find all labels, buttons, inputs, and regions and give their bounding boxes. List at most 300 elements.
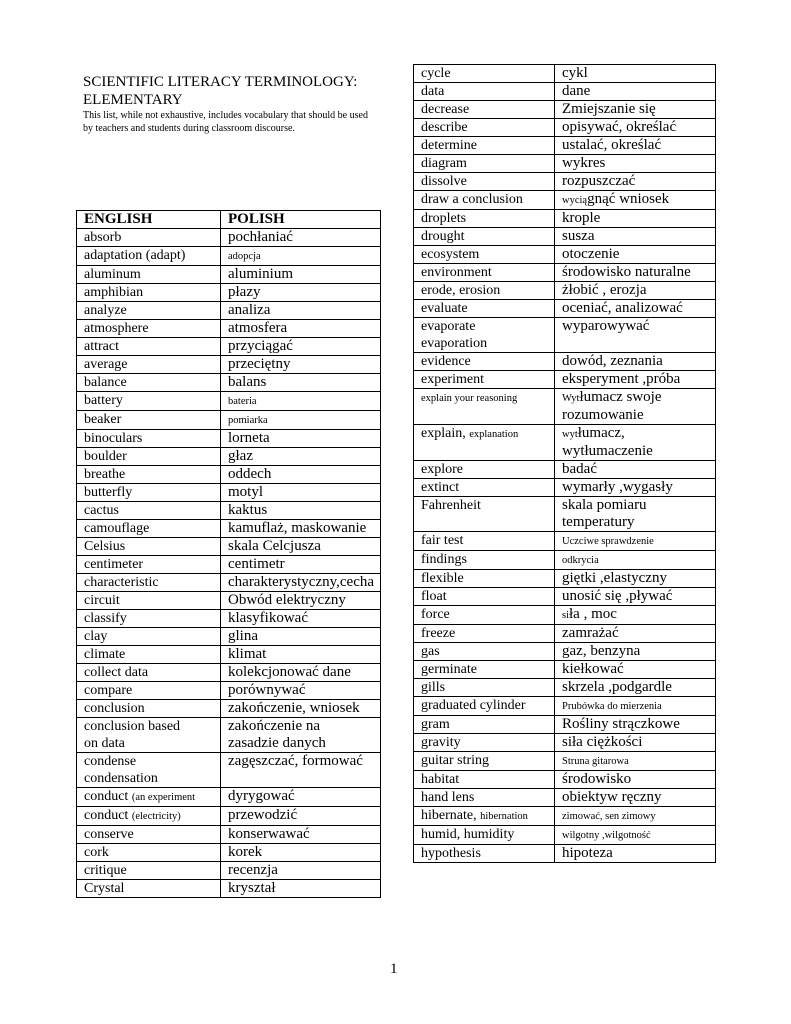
- english-term: conduct: [84, 808, 129, 823]
- english-term: ecosystem: [421, 247, 480, 262]
- polish-translation-cell: [555, 789, 716, 807]
- english-term-line-2: on data: [84, 736, 125, 751]
- table-row: [77, 718, 381, 753]
- english-term: decrease: [421, 102, 470, 117]
- english-term: compare: [84, 683, 133, 698]
- polish-translation-cell: [555, 425, 716, 461]
- english-term: evidence: [421, 354, 471, 369]
- polish-translation-prefix: Wyt: [562, 393, 580, 404]
- polish-translation: obiektyw ręczny: [562, 789, 662, 805]
- english-term-cell: [77, 502, 221, 520]
- polish-translation: Zmiejszanie się: [562, 101, 656, 117]
- polish-translation-cell: [555, 497, 716, 532]
- polish-translation: środowisko: [562, 771, 632, 787]
- english-term-cell: [77, 682, 221, 700]
- english-term-cell: [414, 826, 555, 845]
- table-row: [414, 210, 716, 228]
- english-term-cell: [77, 392, 221, 411]
- table-row: [77, 484, 381, 502]
- english-term-cell: [414, 119, 555, 137]
- english-term-cell: [414, 679, 555, 697]
- polish-translation: charakterystyczny,cecha: [228, 574, 375, 590]
- english-term: extinct: [421, 480, 460, 495]
- polish-translation-cell: [555, 807, 716, 826]
- english-term-cell: [414, 353, 555, 371]
- polish-translation-cell: [555, 83, 716, 101]
- polish-translation-cell: [555, 734, 716, 752]
- polish-translation: centimetr: [228, 556, 285, 572]
- polish-translation-cell: [555, 101, 716, 119]
- polish-translation: środowisko naturalne: [562, 264, 691, 280]
- polish-translation: giętki ,elastyczny: [562, 570, 667, 586]
- english-term-cell: [77, 520, 221, 538]
- polish-translation: wyparowywać: [562, 318, 650, 334]
- english-term-cell: [414, 697, 555, 716]
- table-row: [77, 556, 381, 574]
- english-term-cell: [77, 646, 221, 664]
- english-term-cell: [414, 551, 555, 570]
- polish-translation-cell: [555, 155, 716, 173]
- polish-translation: kryształ: [228, 880, 276, 896]
- polish-translation-line-2: rozumowanie: [562, 407, 644, 423]
- header-english: ENGLISH: [77, 211, 221, 229]
- table-row: [414, 191, 716, 210]
- polish-translation: kaktus: [228, 502, 268, 518]
- english-term: boulder: [84, 449, 127, 464]
- english-term: environment: [421, 265, 492, 280]
- polish-translation: krople: [562, 210, 601, 226]
- polish-translation: dane: [562, 83, 591, 99]
- english-term: attract: [84, 339, 119, 354]
- english-term: average: [84, 357, 128, 372]
- polish-translation-cell: [555, 551, 716, 570]
- english-term-cell: [414, 716, 555, 734]
- polish-translation: lorneta: [228, 430, 270, 446]
- english-term: cactus: [84, 503, 119, 518]
- table-row: [414, 425, 716, 461]
- polish-translation-cell: [555, 228, 716, 246]
- table-row: [414, 461, 716, 479]
- english-term-cell: [414, 65, 555, 83]
- table-row: [77, 320, 381, 338]
- polish-translation-cell: [221, 628, 381, 646]
- english-term-cell: [414, 461, 555, 479]
- english-term-cell: [77, 448, 221, 466]
- polish-translation-cell: [221, 646, 381, 664]
- polish-translation: pochłaniać: [228, 229, 293, 245]
- english-term-cell: [77, 266, 221, 284]
- polish-translation: zimować, sen zimowy: [562, 811, 656, 822]
- english-term-cell: [414, 137, 555, 155]
- table-row: [414, 101, 716, 119]
- table-row: [414, 137, 716, 155]
- polish-translation: unosić się ,pływać: [562, 588, 673, 604]
- english-term-cell: [77, 807, 221, 826]
- polish-translation: ustalać, określać: [562, 137, 662, 153]
- english-term: gram: [421, 717, 450, 732]
- polish-translation-cell: [221, 374, 381, 392]
- polish-translation: glina: [228, 628, 258, 644]
- polish-translation-cell: [221, 556, 381, 574]
- polish-translation: kolekcjonować dane: [228, 664, 351, 680]
- polish-translation: odkrycia: [562, 555, 599, 566]
- polish-translation-cell: [555, 697, 716, 716]
- english-term: gravity: [421, 735, 461, 750]
- polish-translation: oddech: [228, 466, 272, 482]
- polish-translation-cell: [555, 282, 716, 300]
- polish-translation-cell: [221, 718, 381, 753]
- english-term-cell: [414, 264, 555, 282]
- table-row: [77, 538, 381, 556]
- polish-translation-cell: [221, 520, 381, 538]
- english-term: analyze: [84, 303, 127, 318]
- english-term-cell: [414, 371, 555, 389]
- english-term: conclusion: [84, 701, 145, 716]
- english-term-cell: [77, 610, 221, 628]
- table-row: [77, 392, 381, 411]
- table-row: [414, 155, 716, 173]
- english-term-cell: [414, 807, 555, 826]
- english-term: dissolve: [421, 174, 467, 189]
- polish-translation: Obwód elektryczny: [228, 592, 346, 608]
- english-term-cell: [414, 789, 555, 807]
- english-term-note: hibernation: [480, 811, 528, 822]
- english-term: droplets: [421, 211, 467, 226]
- polish-translation: porównywać: [228, 682, 306, 698]
- english-term: determine: [421, 138, 477, 153]
- english-term: absorb: [84, 230, 122, 245]
- table-row: [414, 479, 716, 497]
- english-term: explain your reasoning: [421, 393, 518, 404]
- english-term: freeze: [421, 626, 456, 641]
- table-row: [77, 338, 381, 356]
- table-row: [77, 826, 381, 844]
- polish-translation-cell: [555, 752, 716, 771]
- polish-translation: aluminium: [228, 266, 293, 282]
- english-term-cell: [77, 880, 221, 898]
- polish-translation: skala pomiaru: [562, 497, 647, 513]
- english-term: findings: [421, 552, 467, 567]
- english-term: conduct: [84, 789, 129, 804]
- english-term-line-2: evaporation: [421, 336, 488, 351]
- table-row: [414, 300, 716, 318]
- english-term: drought: [421, 229, 465, 244]
- table-row: [77, 520, 381, 538]
- english-term: evaluate: [421, 301, 468, 316]
- english-term-cell: [414, 389, 555, 425]
- english-term: flexible: [421, 571, 464, 586]
- polish-translation-line-2: wytłumaczenie: [562, 443, 653, 459]
- polish-translation-cell: [221, 229, 381, 247]
- table-row: [77, 302, 381, 320]
- table-row: [77, 610, 381, 628]
- table-row: [414, 625, 716, 643]
- english-term: condense: [84, 754, 137, 769]
- polish-translation: kiełkować: [562, 661, 624, 677]
- english-term-cell: [414, 173, 555, 191]
- english-term: butterfly: [84, 485, 133, 500]
- polish-translation-cell: [555, 826, 716, 845]
- english-term: erode, erosion: [421, 283, 501, 298]
- polish-translation: balans: [228, 374, 267, 390]
- polish-translation: cykl: [562, 65, 588, 81]
- polish-translation: zamrażać: [562, 625, 619, 641]
- english-term-cell: [414, 771, 555, 789]
- english-term-cell: [77, 229, 221, 247]
- english-term-cell: [414, 625, 555, 643]
- polish-translation-cell: [555, 371, 716, 389]
- polish-translation-cell: [221, 880, 381, 898]
- polish-translation: zagęszczać, formować: [228, 753, 363, 769]
- table-row: [414, 789, 716, 807]
- english-term: hibernate,: [421, 808, 477, 823]
- table-row: [414, 752, 716, 771]
- english-term-cell: [77, 664, 221, 682]
- english-term: experiment: [421, 372, 484, 387]
- polish-translation-cell: [221, 484, 381, 502]
- polish-translation-cell: [555, 119, 716, 137]
- english-term: data: [421, 84, 445, 99]
- english-term: humid, humidity: [421, 827, 515, 842]
- polish-translation: adopcja: [228, 251, 261, 262]
- polish-translation-cell: [555, 532, 716, 551]
- table-row: [414, 643, 716, 661]
- polish-translation-cell: [221, 538, 381, 556]
- english-term-cell: [77, 284, 221, 302]
- polish-translation-cell: [221, 338, 381, 356]
- english-term-cell: [77, 538, 221, 556]
- polish-translation-cell: [555, 716, 716, 734]
- table-row: [414, 532, 716, 551]
- polish-translation: łumacz,: [577, 425, 625, 441]
- english-term: evaporate: [421, 319, 476, 334]
- english-term: gas: [421, 644, 440, 659]
- english-term-cell: [414, 246, 555, 264]
- polish-translation-cell: [221, 592, 381, 610]
- english-term-cell: [77, 356, 221, 374]
- english-term: cycle: [421, 66, 451, 81]
- english-term: force: [421, 607, 450, 622]
- table-row: [77, 374, 381, 392]
- table-row: [77, 682, 381, 700]
- polish-translation-cell: [221, 392, 381, 411]
- english-term: draw a conclusion: [421, 192, 523, 207]
- polish-translation-cell: [555, 65, 716, 83]
- polish-translation: skrzela ,podgardle: [562, 679, 672, 695]
- polish-translation-cell: [555, 679, 716, 697]
- polish-translation-cell: [555, 845, 716, 863]
- table-row: [414, 734, 716, 752]
- english-term-cell: [414, 191, 555, 210]
- title-line-2: ELEMENTARY: [83, 92, 183, 108]
- english-term-cell: [77, 628, 221, 646]
- polish-translation-cell: [555, 210, 716, 228]
- polish-translation-cell: [221, 302, 381, 320]
- english-term: classify: [84, 611, 127, 626]
- document-title: [83, 73, 393, 109]
- polish-translation: hipoteza: [562, 845, 613, 861]
- polish-translation-cell: [221, 826, 381, 844]
- english-term: habitat: [421, 772, 460, 787]
- english-term-cell: [77, 484, 221, 502]
- polish-translation: rozpuszczać: [562, 173, 636, 189]
- polish-translation: dyrygować: [228, 788, 295, 804]
- english-term-cell: [414, 661, 555, 679]
- polish-translation: konserwawać: [228, 826, 310, 842]
- table-row: [77, 356, 381, 374]
- polish-translation-cell: [221, 844, 381, 862]
- polish-translation-cell: [555, 264, 716, 282]
- polish-translation: wilgotny ,wilgotność: [562, 830, 651, 841]
- polish-translation-cell: [221, 574, 381, 592]
- english-term: conclusion based: [84, 719, 181, 734]
- polish-translation-line-2: temperatury: [562, 514, 635, 530]
- polish-translation-cell: [221, 320, 381, 338]
- english-term-line-2: condensation: [84, 771, 158, 786]
- english-term: Crystal: [84, 881, 125, 896]
- title-line-1: SCIENTIFIC LITERACY TERMINOLOGY:: [83, 74, 358, 90]
- english-term: adaptation (adapt): [84, 248, 186, 263]
- english-term-note: (electricity): [131, 811, 181, 822]
- table-row: [414, 389, 716, 425]
- english-term: float: [421, 589, 447, 604]
- english-term: Fahrenheit: [421, 498, 481, 513]
- polish-translation: przewodzić: [228, 807, 298, 823]
- vocabulary-table-right: [413, 64, 716, 863]
- english-term-cell: [77, 592, 221, 610]
- english-term: gills: [421, 680, 446, 695]
- polish-translation-cell: [555, 661, 716, 679]
- polish-translation-cell: [221, 430, 381, 448]
- polish-translation-cell: [221, 700, 381, 718]
- english-term: characteristic: [84, 575, 159, 590]
- polish-translation-cell: [555, 389, 716, 425]
- english-term: hypothesis: [421, 846, 481, 861]
- polish-translation-cell: [555, 570, 716, 588]
- polish-translation-cell: [221, 356, 381, 374]
- header-polish: POLISH: [221, 211, 381, 229]
- table-row: [414, 119, 716, 137]
- english-term-cell: [77, 411, 221, 430]
- polish-translation: żłobić , erozja: [562, 282, 647, 298]
- polish-translation-cell: [221, 411, 381, 430]
- english-term-cell: [77, 247, 221, 266]
- polish-translation-cell: [221, 284, 381, 302]
- polish-translation-cell: [221, 788, 381, 807]
- english-term-cell: [77, 718, 221, 753]
- polish-translation-cell: [221, 502, 381, 520]
- polish-translation: badać: [562, 461, 597, 477]
- polish-translation: Rośliny strączkowe: [562, 716, 680, 732]
- table-row: [414, 771, 716, 789]
- table-row: [414, 264, 716, 282]
- polish-translation: oceniać, analizować: [562, 300, 683, 316]
- english-term: germinate: [421, 662, 477, 677]
- table-row: [77, 448, 381, 466]
- english-term-cell: [77, 753, 221, 788]
- polish-translation-cell: [555, 300, 716, 318]
- english-term-cell: [77, 574, 221, 592]
- table-row: [77, 880, 381, 898]
- english-term-cell: [77, 862, 221, 880]
- vocabulary-table-left: [76, 210, 381, 898]
- table-row: [414, 588, 716, 606]
- polish-translation: motyl: [228, 484, 264, 500]
- english-term-cell: [77, 556, 221, 574]
- table-row: [414, 845, 716, 863]
- table-row: [414, 570, 716, 588]
- english-term-cell: [414, 606, 555, 625]
- polish-translation-prefix: si: [562, 610, 570, 621]
- english-term: collect data: [84, 665, 149, 680]
- english-term-cell: [414, 734, 555, 752]
- polish-translation-cell: [555, 191, 716, 210]
- polish-translation-cell: [221, 664, 381, 682]
- english-term-cell: [414, 643, 555, 661]
- table-row: [414, 679, 716, 697]
- polish-translation-cell: [555, 137, 716, 155]
- table-row: [77, 753, 381, 788]
- table-row: [414, 282, 716, 300]
- table-row: [77, 284, 381, 302]
- english-term-cell: [414, 228, 555, 246]
- english-term-cell: [414, 83, 555, 101]
- table-row: [414, 65, 716, 83]
- english-term-cell: [77, 826, 221, 844]
- polish-translation-prefix: wyt: [562, 429, 578, 440]
- english-term-cell: [414, 479, 555, 497]
- english-term-cell: [77, 302, 221, 320]
- english-term: critique: [84, 863, 127, 878]
- english-term-cell: [77, 430, 221, 448]
- english-term: explore: [421, 462, 463, 477]
- polish-translation: wymarły ,wygasły: [562, 479, 673, 495]
- table-row: [77, 266, 381, 284]
- polish-translation-cell: [221, 466, 381, 484]
- right-table-body: [414, 65, 716, 863]
- english-term-note: (an experiment: [131, 792, 196, 803]
- english-term-cell: [414, 588, 555, 606]
- english-term: conserve: [84, 827, 134, 842]
- polish-translation: ła , moc: [569, 606, 617, 622]
- polish-translation: przyciągać: [228, 338, 293, 354]
- english-term-cell: [414, 752, 555, 771]
- english-term-cell: [414, 300, 555, 318]
- polish-translation: skala Celcjusza: [228, 538, 321, 554]
- table-row: [77, 862, 381, 880]
- english-term: fair test: [421, 533, 464, 548]
- english-term: beaker: [84, 412, 122, 427]
- english-term: graduated cylinder: [421, 698, 526, 713]
- english-term-cell: [414, 845, 555, 863]
- table-row: [414, 371, 716, 389]
- table-header-row: [77, 211, 381, 229]
- english-term: amphibian: [84, 285, 144, 300]
- page-number: 1: [390, 961, 398, 977]
- polish-translation: atmosfera: [228, 320, 288, 336]
- table-row: [77, 574, 381, 592]
- table-row: [414, 661, 716, 679]
- polish-translation-cell: [555, 771, 716, 789]
- english-term: binoculars: [84, 431, 143, 446]
- table-row: [77, 466, 381, 484]
- table-row: [77, 628, 381, 646]
- table-row: [77, 664, 381, 682]
- english-term-cell: [414, 101, 555, 119]
- english-term: cork: [84, 845, 109, 860]
- english-term-cell: [77, 700, 221, 718]
- table-row: [414, 826, 716, 845]
